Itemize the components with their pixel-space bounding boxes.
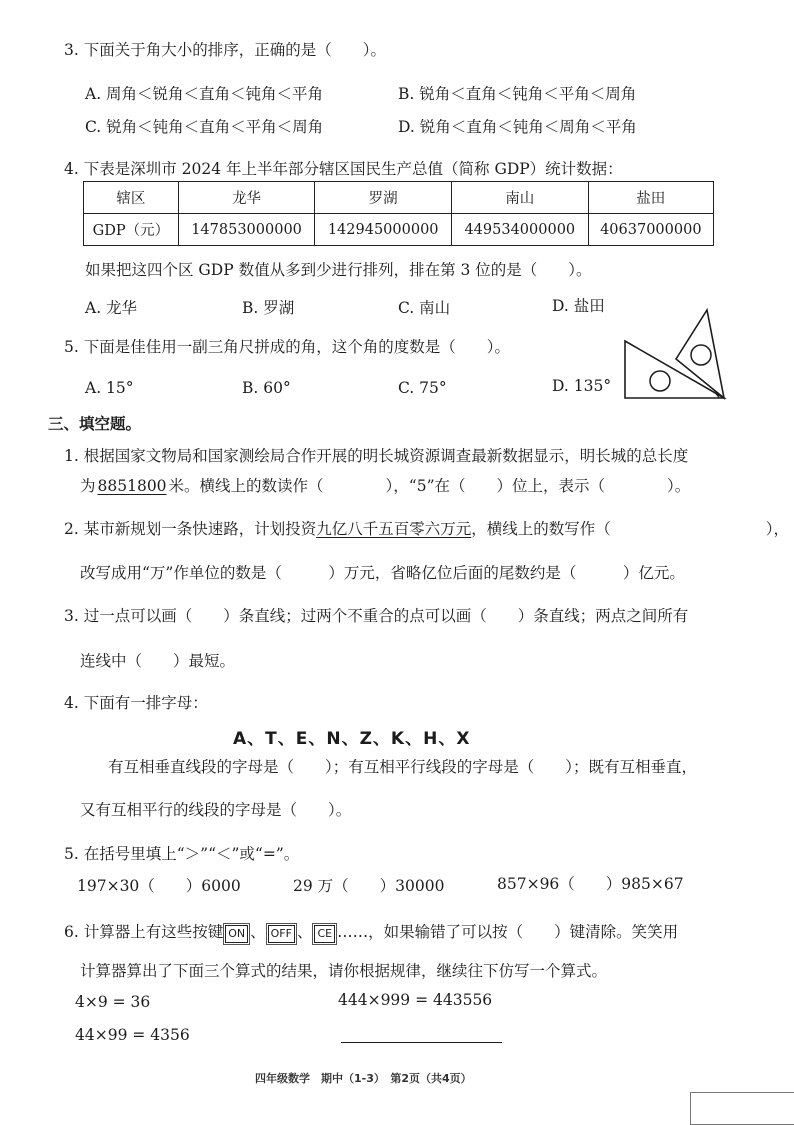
f2-line1-pre: 2. 某市新规划一条快速路，计划投资 <box>64 520 317 538</box>
q5-option-d: D. 135° <box>552 377 612 395</box>
q4-stem: 4. 下表是深圳市 2024 年上半年部分辖区国民生产总值（简称 GDP）统计数据： <box>64 160 623 178</box>
gdp-table-data-row <box>84 214 714 246</box>
page-footer: 四年级数学 期中（1-3） 第2页（共4页） <box>255 1072 472 1085</box>
f2-amount: 九亿八千五百零六万元 <box>316 520 472 538</box>
f6-eq1: 4×9 = 36 <box>75 993 151 1011</box>
f5-item-3: 857×96（ ）985×67 <box>497 875 684 893</box>
triangle-hole-right <box>691 345 711 365</box>
q3-option-a: A. 周角＜锐角＜直角＜钝角＜平角 <box>85 85 324 103</box>
f6-post: ……，如果输错了可以按（ ）键清除。笑笑用 <box>337 923 679 941</box>
table-cell: 147853000000 <box>178 214 315 246</box>
set-squares-figure <box>620 308 730 404</box>
table-header-cell: 南山 <box>451 182 588 214</box>
f4-line2: 又有互相平行的线段的字母是（ ）。 <box>80 801 352 819</box>
table-header-cell: 盐田 <box>588 182 713 214</box>
f6-line2: 计算器算出了下面三个算式的结果，请你根据规律，继续往下仿写一个算式。 <box>80 962 608 980</box>
q3-option-b: B. 锐角＜直角＜钝角＜平角＜周角 <box>398 85 637 103</box>
f1-line2-post: 米。横线上的数读作（ ），“5”在（ ）位上，表示（ ）。 <box>168 477 691 495</box>
f4-line1: 有互相垂直线段的字母是（ ）；有互相平行线段的字母是（ ）；既有互相垂直， <box>108 758 698 776</box>
f3-line2: 连线中（ ）最短。 <box>80 652 236 670</box>
table-header-cell: 罗湖 <box>315 182 452 214</box>
f5-item-1: 197×30（ ）6000 <box>77 877 241 895</box>
f5-item-2: 29 万（ ）30000 <box>293 877 445 895</box>
q4-option-a: A. 龙华 <box>85 299 138 317</box>
q4-question: 如果把这四个区 GDP 数值从多到少进行排列，排在第 3 位的是（ ）。 <box>85 261 592 279</box>
table-cell: 449534000000 <box>451 214 588 246</box>
q3-option-d: D. 锐角＜直角＜钝角＜周角＜平角 <box>398 118 637 136</box>
f6-eq3: 444×999 = 443556 <box>338 991 493 1009</box>
f6-eq2: 44×99 = 4356 <box>75 1026 190 1044</box>
q5-option-c: C. 75° <box>398 379 447 397</box>
q4-option-d: D. 盐田 <box>552 297 605 315</box>
table-cell: GDP（元） <box>84 214 179 246</box>
f1-line1: 1. 根据国家文物局和国家测绘局合作开展的明长城资源调查最新数据显示，明长城的总长度 <box>64 447 689 465</box>
calc-key-off: OFF <box>268 925 295 943</box>
f6-pre: 6. 计算器上有这些按键 <box>64 923 224 941</box>
q5-option-b: B. 60° <box>242 379 291 397</box>
table-cell: 40637000000 <box>588 214 713 246</box>
f4-stem: 4. 下面有一排字母： <box>64 694 208 712</box>
calc-key-on: ON <box>225 925 248 943</box>
f5-stem: 5. 在括号里填上“＞”“＜”或“=”。 <box>64 845 300 863</box>
f2-line2: 改写成用“万”作单位的数是（ ）万元，省略亿位后面的尾数约是（ ）亿元。 <box>80 564 685 582</box>
answer-blank-line <box>341 1042 502 1043</box>
f1-number: 8851800 <box>97 477 167 495</box>
q3-option-c: C. 锐角＜钝角＜直角＜平角＜周角 <box>85 118 324 136</box>
f2-line1 <box>64 517 789 539</box>
f1-line2-pre: 为 <box>80 477 96 495</box>
gdp-table <box>83 181 714 246</box>
table-header-cell: 辖区 <box>84 182 179 214</box>
q4-option-b: B. 罗湖 <box>242 299 295 317</box>
f4-letters: A、T、E、N、Z、K、H、X <box>233 729 471 749</box>
q5-option-a: A. 15° <box>85 379 134 397</box>
table-header-cell: 龙华 <box>178 182 315 214</box>
q4-option-c: C. 南山 <box>398 299 451 317</box>
section-title: 三、填空题。 <box>48 414 142 433</box>
q5-stem: 5. 下面是佳佳用一副三角尺拼成的角，这个角的度数是（ ）。 <box>64 338 510 356</box>
gdp-table-header-row <box>84 182 714 214</box>
q3-stem: 3. 下面关于角大小的排序，正确的是（ ）。 <box>64 41 386 59</box>
f2-line1-post: ，横线上的数写作（ ）， <box>471 520 789 538</box>
table-cell: 142945000000 <box>315 214 452 246</box>
f3-line1: 3. 过一点可以画（ ）条直线；过两个不重合的点可以画（ ）条直线；两点之间所有 <box>64 607 689 625</box>
f1-line2 <box>80 474 690 496</box>
triangle-hole-left <box>650 371 670 391</box>
corner-stamp <box>690 1092 794 1125</box>
calc-key-ce: CE <box>314 925 335 943</box>
f6-line1: 6. 计算器上有这些按键 ON 、 OFF 、 CE ……，如果输错了可以按（ ）键清除。笑笑用 <box>64 923 679 941</box>
